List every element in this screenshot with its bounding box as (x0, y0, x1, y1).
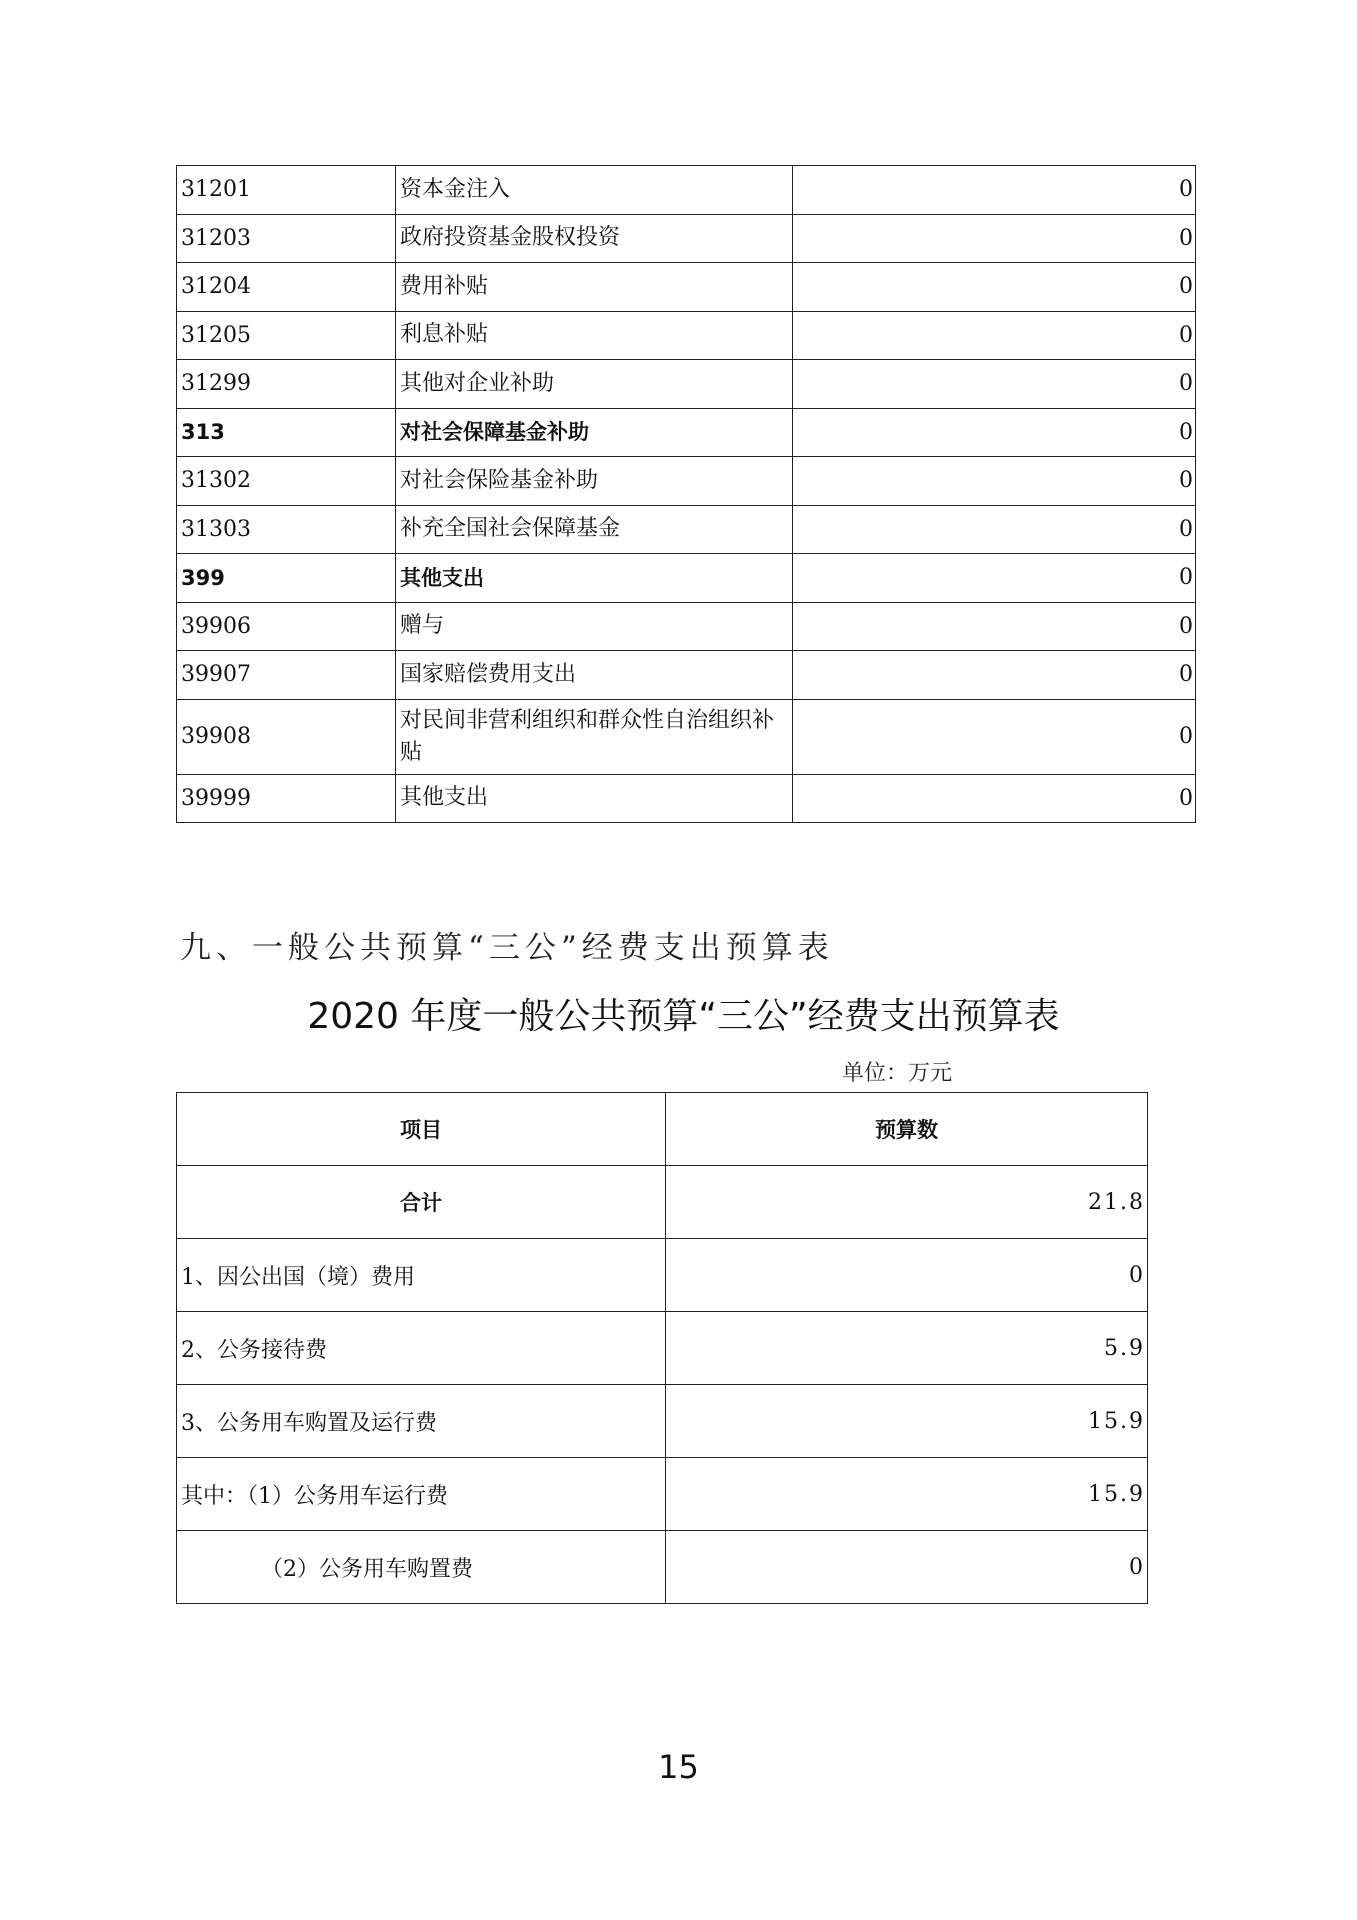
amount-cell: 0 (793, 360, 1196, 409)
name-cell: 赠与 (396, 602, 793, 651)
table-row (177, 263, 1196, 312)
amount-cell: 0 (793, 214, 1196, 263)
item-label: 3、公务用车购置及运行费 (177, 1385, 666, 1458)
code-cell: 39907 (177, 651, 396, 700)
name-cell: 对社会保险基金补助 (396, 457, 793, 506)
header-budget: 预算数 (666, 1093, 1148, 1166)
name-cell: 其他支出 (396, 554, 793, 603)
unit-label: 单位：万元 (842, 1061, 953, 1086)
amount-cell: 0 (793, 505, 1196, 554)
code-cell: 31303 (177, 505, 396, 554)
name-cell: 费用补贴 (396, 263, 793, 312)
code-cell: 31201 (177, 166, 396, 215)
name-cell: 利息补贴 (396, 311, 793, 360)
doc-title: 2020 年度一般公共预算“三公”经费支出预算表 (307, 996, 1060, 1037)
section-heading: 九、一般公共预算“三公”经费支出预算表 (180, 930, 834, 966)
code-cell: 399 (177, 554, 396, 603)
name-cell: 国家赔偿费用支出 (396, 651, 793, 700)
header-item: 项目 (177, 1093, 666, 1166)
name-cell: 其他支出 (396, 774, 793, 823)
table-row (177, 505, 1196, 554)
amount-cell: 0 (793, 263, 1196, 312)
item-value: 15.9 (666, 1458, 1148, 1531)
table-row (177, 214, 1196, 263)
table-row (177, 1385, 1148, 1458)
name-cell: 对社会保障基金补助 (396, 408, 793, 457)
amount-cell: 0 (793, 699, 1196, 774)
item-value: 0 (666, 1239, 1148, 1312)
item-label: （2）公务用车购置费 (177, 1531, 666, 1604)
amount-cell: 0 (793, 457, 1196, 506)
amount-cell: 0 (793, 408, 1196, 457)
item-value: 15.9 (666, 1385, 1148, 1458)
table-row (177, 1312, 1148, 1385)
table-row (177, 457, 1196, 506)
table-row-category (177, 408, 1196, 457)
amount-cell: 0 (793, 166, 1196, 215)
code-cell: 31302 (177, 457, 396, 506)
item-value: 5.9 (666, 1312, 1148, 1385)
page-number: 15 (658, 1748, 699, 1786)
total-row (177, 1166, 1148, 1239)
table-row (177, 1458, 1148, 1531)
table-row (177, 311, 1196, 360)
item-value: 0 (666, 1531, 1148, 1604)
code-cell: 39908 (177, 699, 396, 774)
item-label: 1、因公出国（境）费用 (177, 1239, 666, 1312)
item-label: 2、公务接待费 (177, 1312, 666, 1385)
name-cell: 政府投资基金股权投资 (396, 214, 793, 263)
code-cell: 31203 (177, 214, 396, 263)
table-row (177, 360, 1196, 409)
table-header-row (177, 1093, 1148, 1166)
table-row-category (177, 554, 1196, 603)
code-cell: 39906 (177, 602, 396, 651)
name-cell: 其他对企业补助 (396, 360, 793, 409)
amount-cell: 0 (793, 602, 1196, 651)
code-cell: 31205 (177, 311, 396, 360)
code-cell: 31204 (177, 263, 396, 312)
amount-cell: 0 (793, 651, 1196, 700)
name-cell: 补充全国社会保障基金 (396, 505, 793, 554)
table-row (177, 699, 1196, 774)
table-row (177, 1531, 1148, 1604)
economic-classification-table (176, 165, 1196, 823)
table-row (177, 774, 1196, 823)
sangong-budget-table (176, 1092, 1148, 1604)
table-row (177, 166, 1196, 215)
total-label: 合计 (177, 1166, 666, 1239)
table-row (177, 651, 1196, 700)
amount-cell: 0 (793, 554, 1196, 603)
table-row (177, 1239, 1148, 1312)
total-value: 21.8 (666, 1166, 1148, 1239)
item-label: 其中：（1）公务用车运行费 (177, 1458, 666, 1531)
code-cell: 313 (177, 408, 396, 457)
name-cell: 资本金注入 (396, 166, 793, 215)
code-cell: 39999 (177, 774, 396, 823)
name-cell: 对民间非营利组织和群众性自治组织补贴 (396, 699, 793, 774)
table-row (177, 602, 1196, 651)
code-cell: 31299 (177, 360, 396, 409)
amount-cell: 0 (793, 774, 1196, 823)
amount-cell: 0 (793, 311, 1196, 360)
